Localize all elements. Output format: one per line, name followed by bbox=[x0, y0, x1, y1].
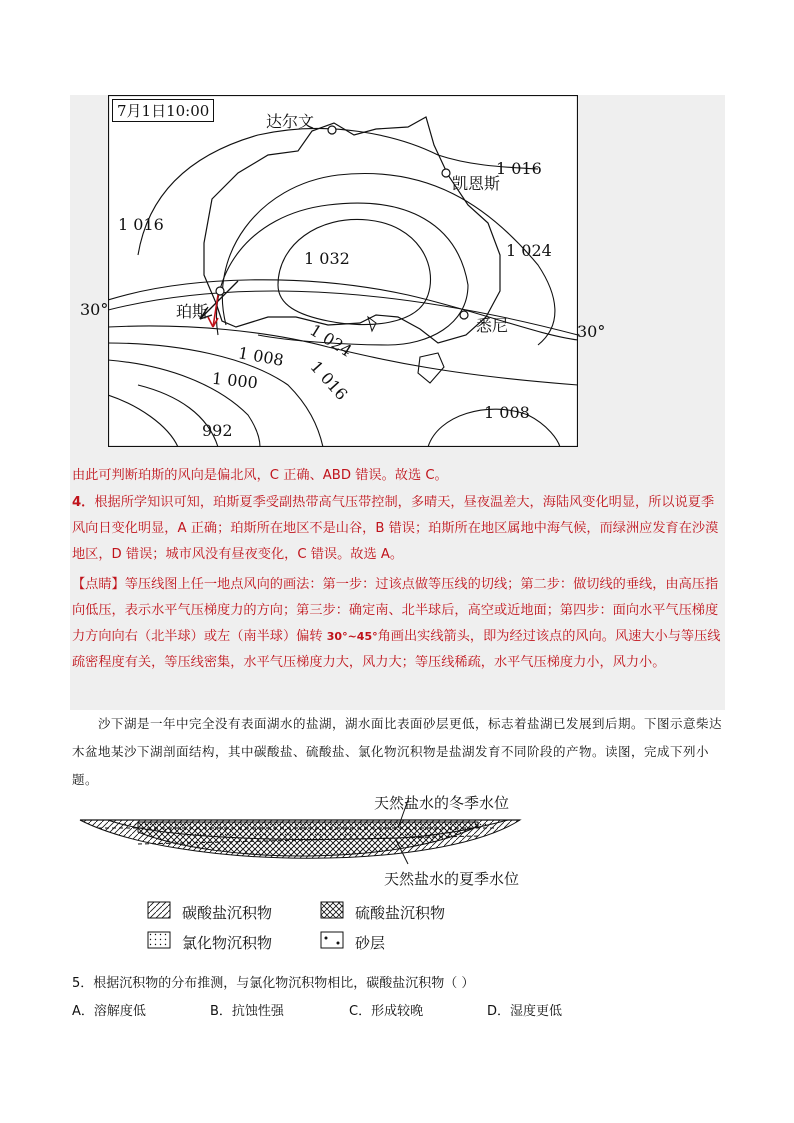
city-sydney: 悉尼 bbox=[476, 316, 509, 335]
isobar-label: 992 bbox=[202, 421, 233, 440]
question-5-option-c[interactable]: C．形成较晚 bbox=[349, 1004, 424, 1019]
city-cairns: 凯恩斯 bbox=[452, 174, 501, 193]
tip-angle: 30°~45° bbox=[326, 630, 378, 643]
q4-text: 根据所学知识可知，珀斯夏季受副热带高气压带控制，多晴天，昼夜温差大，海陆风变化明显，所以说夏季风向日变化明显，A 正确；珀斯所在地区不是山谷，B 错误；珀斯所在地区属地中海气候，而绿洲应发育在沙漠地区，D 错误；城市风没有昼夜变化，C 错误。故选 A。 bbox=[72, 495, 719, 562]
isobar-label: 1 016 bbox=[118, 215, 164, 234]
map-date-time: 7月1日10:00 bbox=[112, 99, 214, 122]
latitude-label-left: 30° bbox=[80, 300, 109, 319]
winter-water-level-label: 天然盐水的冬季水位 bbox=[374, 794, 510, 812]
isobar-label: 1 000 bbox=[211, 368, 259, 393]
answer-tip bbox=[72, 572, 722, 676]
isobar-map bbox=[108, 95, 578, 447]
isobar-label: 1 008 bbox=[236, 343, 286, 370]
answer-line-1: 由此可判断珀斯的风向是偏北风，C 正确、ABD 错误。故选 C。 bbox=[72, 468, 448, 483]
isobar-label: 1 032 bbox=[304, 249, 350, 268]
tip-title: 【点睛】 bbox=[72, 577, 125, 592]
tip-text-b: 角画出实线箭头，即为经过该点的风向。风速大小与等压线疏密程度有关，等压线密集，水平气压梯度力大，风力大；等压线稀疏，水平气压梯度力小，风力小。 bbox=[72, 629, 721, 670]
isobar-label: 1 016 bbox=[306, 357, 352, 404]
latitude-label-right: 30° bbox=[577, 322, 606, 341]
isobar-label: 1 024 bbox=[506, 241, 552, 260]
isobar-label: 1 008 bbox=[484, 403, 530, 422]
legend-chloride: 氯化物沉积物 bbox=[182, 934, 273, 952]
isobar-label: 1 024 bbox=[306, 320, 356, 361]
legend-sand: 砂层 bbox=[355, 934, 386, 952]
intro-paragraph: 沙下湖是一年中完全没有表面湖水的盐湖，湖水面比表面砂层更低，标志着盐湖已发展到后期。下图示意柴达木盆地某沙下湖剖面结构，其中碳酸盐、硫酸盐、氯化物沉积物是盐湖发育不同阶段的产物。读图，完成下列小题。 bbox=[72, 716, 723, 787]
question-5-option-b[interactable]: B．抗蚀性强 bbox=[210, 1004, 284, 1019]
isobar-label: 1 016 bbox=[496, 159, 542, 178]
legend-carbonate: 碳酸盐沉积物 bbox=[182, 904, 273, 922]
salt-lake-profile bbox=[78, 792, 558, 962]
question-5-option-d[interactable]: D．湿度更低 bbox=[487, 1004, 563, 1019]
question-5-stem: 5．根据沉积物的分布推测，与氯化物沉积物相比，碳酸盐沉积物（ ） bbox=[72, 976, 475, 991]
q4-number: 4． bbox=[72, 495, 95, 510]
summer-water-level-label: 天然盐水的夏季水位 bbox=[384, 870, 520, 888]
tip-text-a: 等压线图上任一地点风向的画法：第一步：过该点做等压线的切线；第二步：做切线的垂线，由高压指向低压，表示水平气压梯度力的方向；第三步：确定南、北半球后，高空或近地面；第四步：面向水平气压梯度力方向向右（北半球）或左（南半球）偏转 bbox=[72, 577, 719, 644]
question-5-option-a[interactable]: A．溶解度低 bbox=[72, 1004, 146, 1019]
legend-sulfate: 硫酸盐沉积物 bbox=[355, 904, 446, 922]
answer-q4 bbox=[72, 490, 722, 568]
city-perth: 珀斯 bbox=[176, 302, 209, 321]
city-darwin: 达尔文 bbox=[266, 112, 315, 131]
